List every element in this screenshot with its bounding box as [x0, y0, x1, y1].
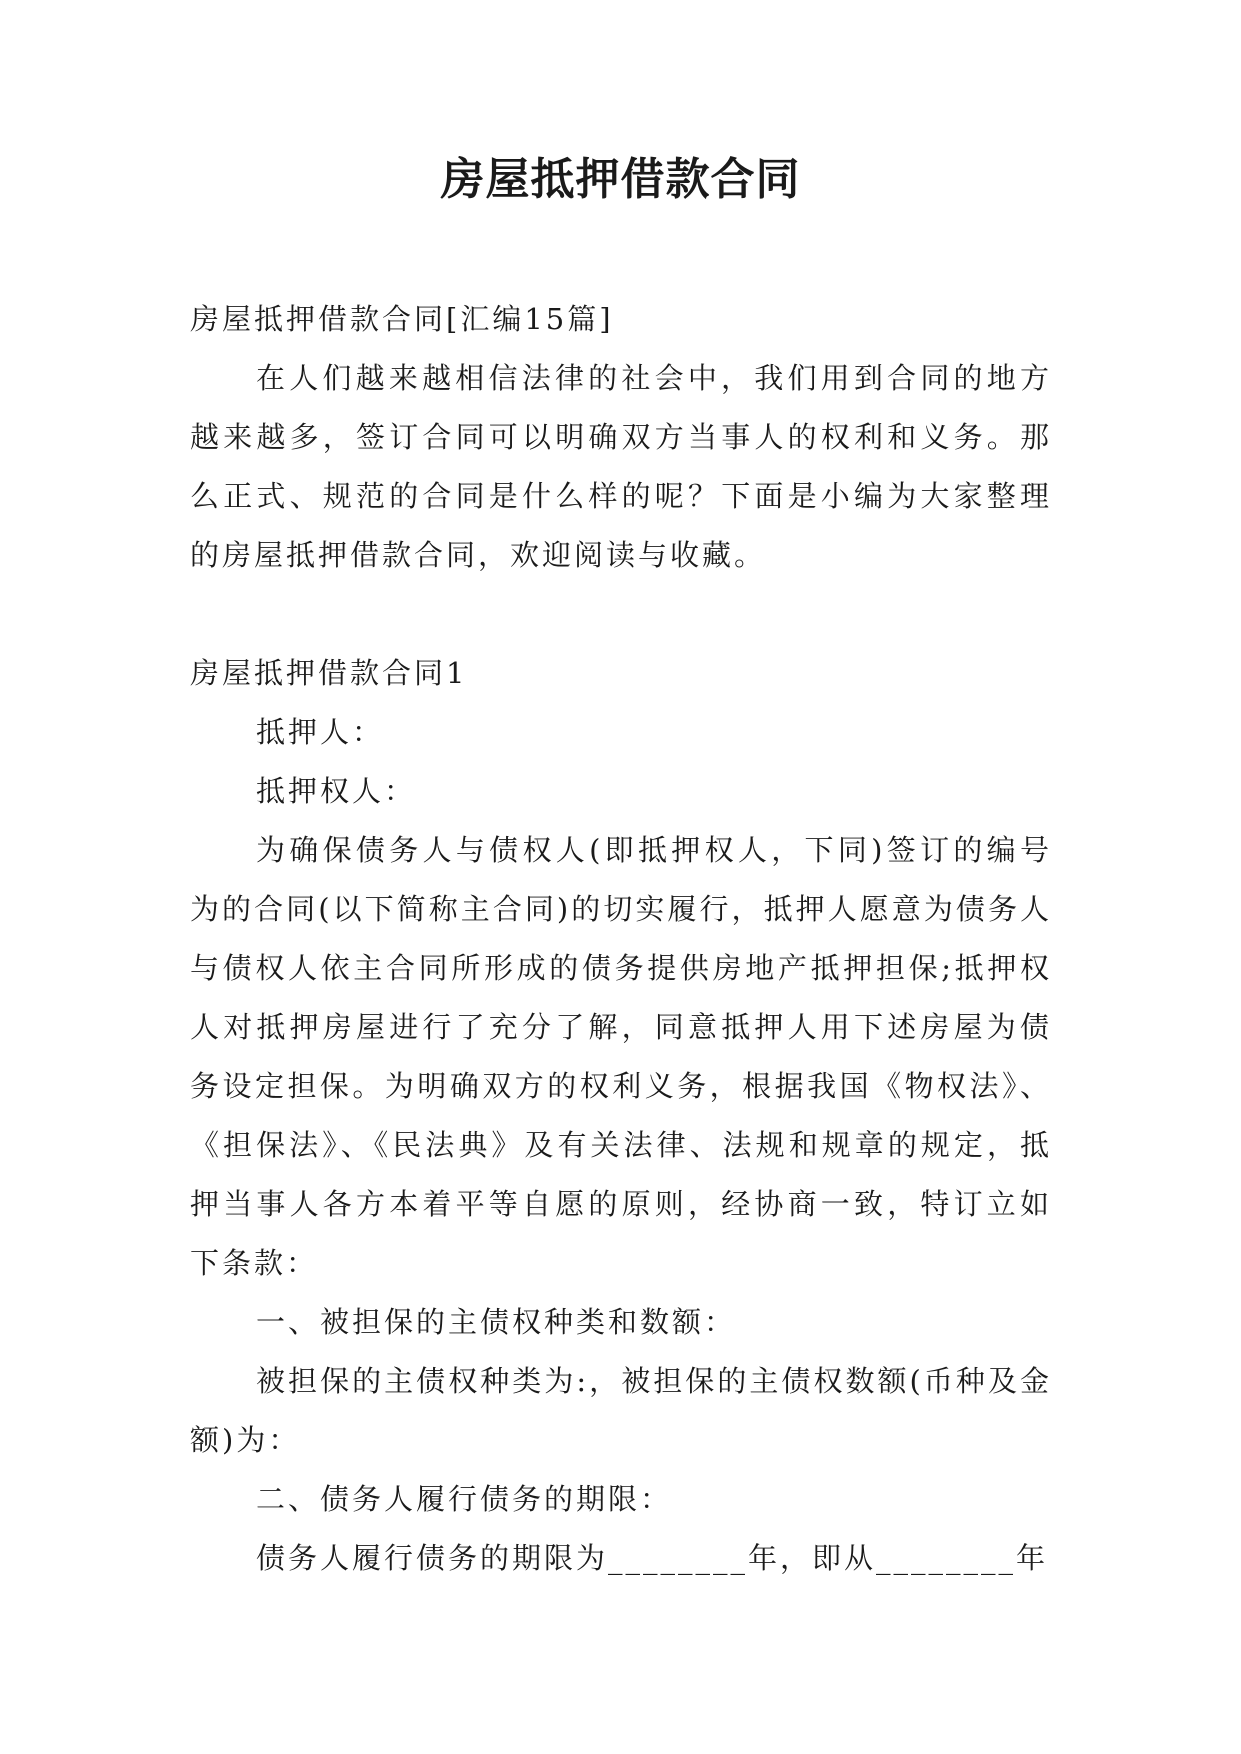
clause-heading-2: 二、债务人履行债务的期限：: [256, 1482, 673, 1516]
intro-paragraph: 在人们越来越相信法律的社会中，我们用到合同的地方越来越多，签订合同可以明确双方当事人的权利和义务。那么正式、规范的合同是什么样的呢？下面是小编为大家整理的房屋抵押借款合同，欢迎阅读与收藏。: [190, 361, 1052, 572]
clause-body-1: 被担保的主债权种类为:，被担保的主债权数额(币种及金额)为：: [190, 1364, 1052, 1457]
mortgagor-label: 抵押人：: [256, 715, 385, 749]
document-subtitle: 房屋抵押借款合同[汇编15篇]: [190, 302, 614, 336]
section-heading: 房屋抵押借款合同1: [190, 656, 468, 690]
preamble-paragraph: 为确保债务人与债权人(即抵押权人，下同)签订的编号为的合同(以下简称主合同)的切实履行，抵押人愿意为债务人与债权人依主合同所形成的债务提供房地产抵押担保;抵押权人对抵押房屋进行了充分了解，同意抵押人用下述房屋为债务设定担保。为明确双方的权利义务，根据我国《物权法》、《担保法》、《民法典》及有关法律、法规和规章的规定，抵押当事人各方本着平等自愿的原则，经协商一致，特订立如下条款：: [190, 833, 1052, 1280]
mortgagee-label: 抵押权人：: [256, 774, 417, 808]
clause-heading-1: 一、被担保的主债权种类和数额：: [256, 1305, 737, 1339]
clause-body-2: 债务人履行债务的期限为________年，即从________年: [256, 1541, 1049, 1575]
document-title: 房屋抵押借款合同: [440, 154, 801, 205]
document-body: [190, 290, 1052, 1588]
